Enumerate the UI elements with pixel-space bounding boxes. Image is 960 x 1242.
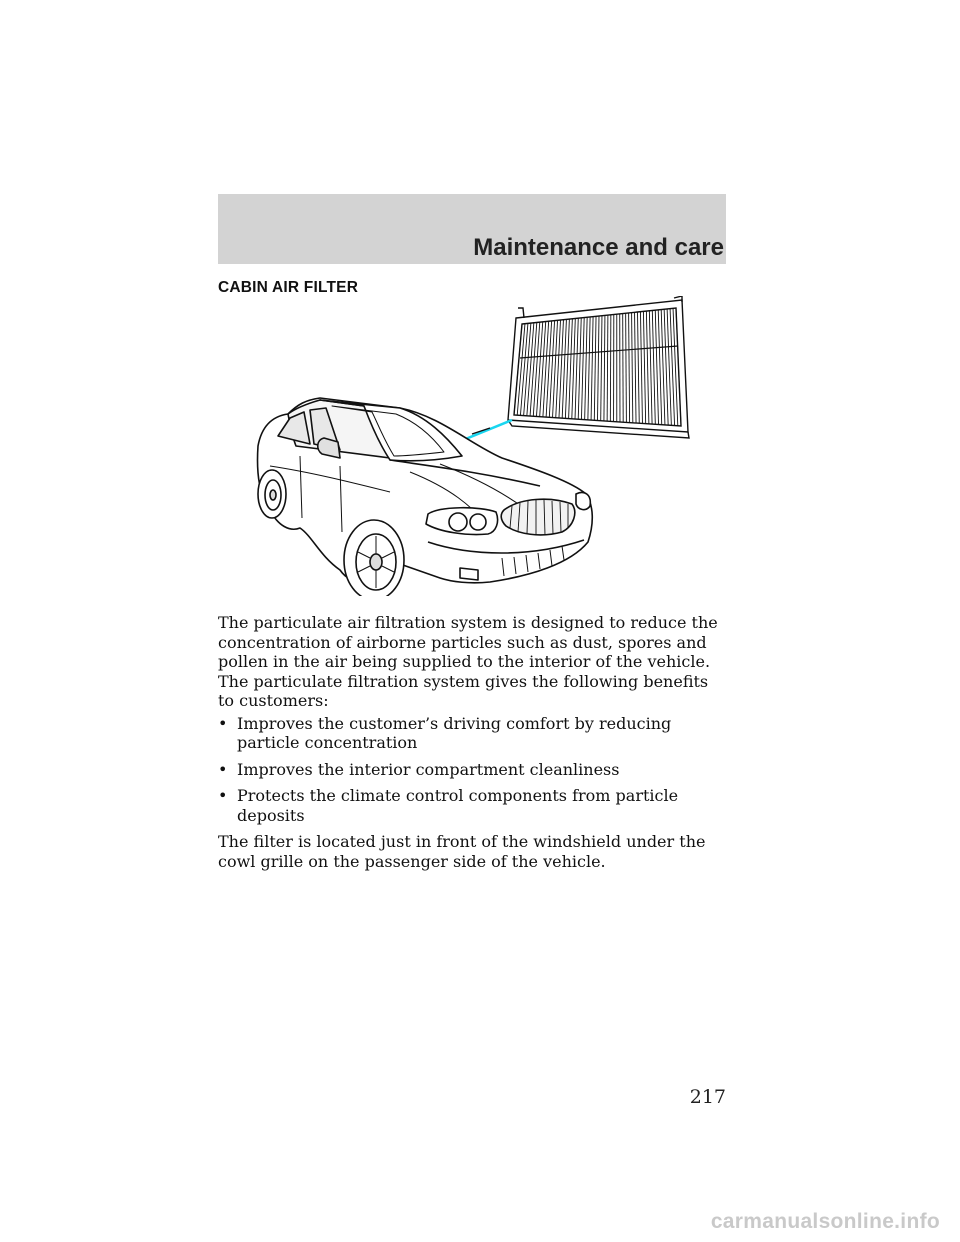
bullet-icon: • <box>218 759 228 779</box>
intro-paragraph: The particulate air filtration system is designed to reduce the concentration of airborne particles such as dust, spores and pollen in the air being supplied to the interior of the vehicle. The particulate filtration system gives the following benefits to customers: <box>218 613 718 710</box>
benefits-list <box>218 714 726 826</box>
page-number: 217 <box>689 1086 726 1108</box>
list-item: • Protects the climate control components from particle deposits <box>218 786 679 825</box>
air-filter-element <box>508 296 689 438</box>
section-heading: CABIN AIR FILTER <box>218 279 359 296</box>
closing-paragraph: The filter is located just in front of the windshield under the cowl grille on the passenger side of the vehicle. <box>218 832 706 871</box>
bullet-icon: • <box>218 713 228 733</box>
list-item: • Improves the customer’s driving comfort by reducing particle concentration <box>218 713 672 752</box>
chapter-title: Maintenance and care <box>473 234 724 261</box>
list-item: • Improves the interior compartment cleanliness <box>218 759 620 779</box>
cabin-air-filter-illustration <box>240 296 700 596</box>
chapter-header-band <box>218 194 726 264</box>
watermark: carmanualsonline.info <box>710 1210 940 1233</box>
body-text <box>218 613 726 871</box>
bullet-icon: • <box>218 786 228 805</box>
